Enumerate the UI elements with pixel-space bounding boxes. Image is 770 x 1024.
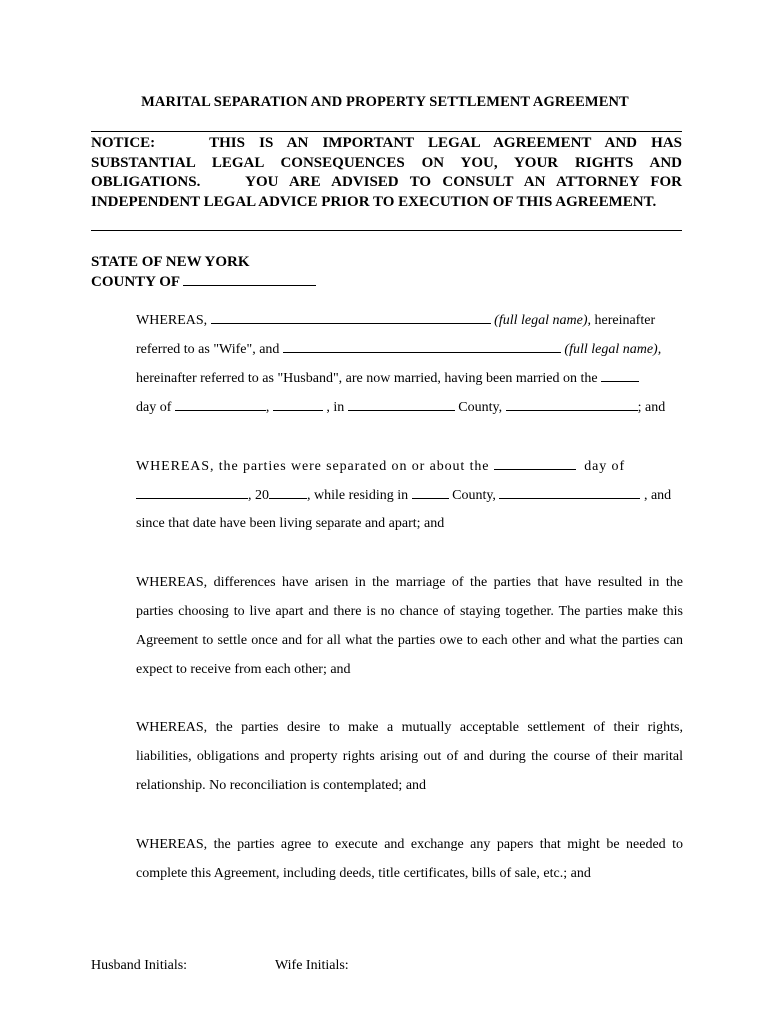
state-line: STATE OF NEW YORK: [91, 254, 250, 270]
p2-line-1: WHEREAS, the parties were separated on or about the day of: [136, 459, 626, 474]
p2-line-3: since that date have been living separate and apart; and: [136, 516, 445, 531]
p1-line-3: hereinafter referred to as "Husband", are now married, having been married on the: [136, 370, 683, 387]
residence-county-blank[interactable]: [412, 487, 449, 499]
wife-name-blank[interactable]: [211, 312, 491, 324]
marriage-month-blank[interactable]: [175, 399, 266, 411]
p1-line-2: referred to as "Wife", and (full legal name),: [136, 342, 662, 357]
p2-line-2: , 20 , while residing in County, , and: [136, 487, 683, 504]
husband-initials-label: Husband Initials:: [91, 958, 188, 973]
county-blank[interactable]: [183, 273, 316, 286]
p4-line-3: relationship. No reconciliation is contemplated; and: [136, 778, 427, 793]
marriage-county-blank[interactable]: [348, 399, 455, 411]
p1-line-1: WHEREAS, (full legal name), hereinafter: [136, 313, 656, 328]
venue-block: [91, 253, 316, 292]
p3-line-1: WHEREAS, differences have arisen in the marriage of the parties that have resulted in the: [136, 575, 683, 590]
p4-line-1: WHEREAS, the parties desire to make a mutually acceptable settlement of their rights,: [136, 720, 683, 735]
marriage-year-blank[interactable]: [273, 399, 323, 411]
top-rule: [91, 131, 682, 132]
husband-name-blank[interactable]: [283, 341, 561, 353]
separation-year-blank[interactable]: [269, 487, 307, 499]
county-line: COUNTY OF: [91, 273, 316, 293]
notice-line-4: INDEPENDENT LEGAL ADVICE PRIOR TO EXECUTION OF THIS AGREEMENT.: [91, 193, 657, 210]
p3-line-4: expect to receive from each other; and: [136, 662, 351, 677]
p3-line-3: Agreement to settle once and for all what the parties owe to each other and what the parties can: [136, 633, 683, 648]
p3-line-2: parties choosing to live apart and there is no chance of staying together. The parties make this: [136, 604, 683, 619]
separation-month-blank[interactable]: [136, 487, 248, 499]
wife-initials-label: Wife Initials:: [275, 958, 349, 973]
notice-line-2: SUBSTANTIAL LEGAL CONSEQUENCES ON YOU, YOUR RIGHTS AND: [91, 154, 682, 171]
document-title: MARITAL SEPARATION AND PROPERTY SETTLEMENT AGREEMENT: [141, 94, 629, 110]
bottom-rule: [91, 230, 682, 231]
notice-line-3: OBLIGATIONS. YOU ARE ADVISED TO CONSULT AN ATTORNEY FOR: [91, 174, 682, 190]
p5-line-2: complete this Agreement, including deeds, title certificates, bills of sale, etc.; and: [136, 866, 591, 881]
separation-day-blank[interactable]: [494, 458, 576, 470]
marriage-day-blank[interactable]: [601, 370, 639, 382]
notice-line-1: NOTICE: THIS IS AN IMPORTANT LEGAL AGREEMENT AND HAS: [91, 135, 683, 151]
p5-line-1: WHEREAS, the parties agree to execute and exchange any papers that might be needed to: [136, 837, 683, 852]
residence-state-blank[interactable]: [499, 487, 640, 499]
marriage-place-blank[interactable]: [506, 399, 638, 411]
p4-line-2: liabilities, obligations and property rights arising out of and during the course of their marital: [136, 749, 683, 764]
notice-block: [91, 134, 682, 212]
notice-label: NOTICE:: [91, 135, 156, 151]
p1-line-4: day of , , in County, ; and: [136, 400, 666, 415]
